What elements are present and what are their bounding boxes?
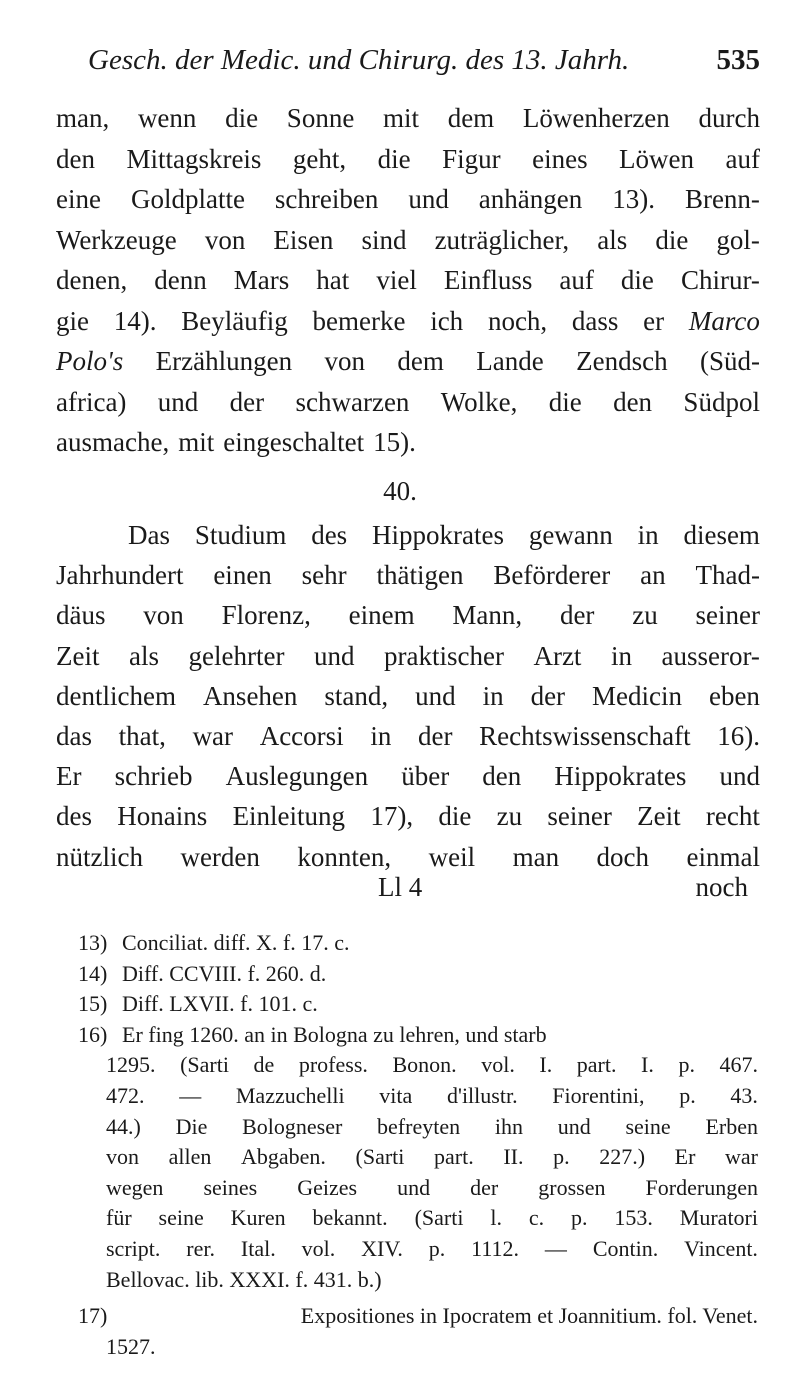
word: Abgaben. [240,1144,326,1170]
text-line [56,260,760,301]
word: sind [361,224,407,255]
footnote-number: 15) [78,991,108,1017]
word: Chirur- [680,265,760,295]
word: einen [213,560,272,591]
footnote-text-line [78,1203,758,1234]
word: — [544,1235,567,1261]
word: Ansehen [202,680,298,711]
word: p. [678,1052,695,1078]
word: von [204,224,246,255]
word: Zeit [637,801,681,832]
word: konnten, [297,841,392,872]
word: 153. [614,1205,653,1231]
word: Beyläufig [181,305,288,336]
footnote-number: 14) [78,960,108,986]
word: Marco [688,305,760,336]
word: und [719,761,760,792]
word: gie [56,305,89,336]
footnote-text-line: Bellovac. lib. XXXI. f. 431. b.) [106,1266,382,1292]
word: Rechtswissenschaft [479,720,691,751]
word: Kuren [230,1205,286,1231]
word: den [482,761,522,792]
word: anhängen [478,184,583,214]
word: praktischer [383,640,504,671]
text-line [56,139,760,180]
word: c. [528,1205,545,1231]
word: I. [539,1052,553,1078]
word: vita [379,1082,413,1108]
signature-mark: Ll 4 [378,872,423,902]
word: (Sarti [355,1144,405,1170]
word: viel [376,265,417,295]
word: (Sarti [180,1052,229,1078]
word: 43. [730,1082,758,1108]
word: Thad- [695,560,760,591]
text-line [56,837,760,877]
word: dem [447,103,495,133]
word: denen, [56,265,128,295]
word: von [324,346,365,376]
word: Erzählungen [155,346,293,376]
word: I. [641,1052,654,1078]
word: ausseror- [661,640,760,671]
word: Mann, [452,600,523,631]
word: Werkzeuge [56,224,177,255]
word: seiner [547,801,612,832]
word: Erben [705,1113,758,1139]
word: Einfluss [443,265,533,295]
word: part. [576,1052,617,1078]
word: den [613,386,653,417]
word: noch, [487,305,548,336]
word: die [438,801,472,832]
word: 472. [106,1082,145,1108]
footnote-16 [78,1020,758,1051]
word: 227.) [599,1144,646,1170]
word: Auslegungen [225,761,369,792]
footnote-17 [78,1295,758,1332]
word: (Süd- [700,346,760,376]
word: mit [178,427,215,457]
word: wenn [137,103,197,133]
word: Brenn- [684,184,760,214]
word: Löwen [619,143,695,174]
word: grossen [538,1174,606,1200]
word: Er [674,1144,696,1170]
word: gol- [716,224,760,255]
word: 1295. [106,1052,156,1078]
word: hat [316,265,350,295]
word: schreiben [274,184,379,214]
word: gewann [528,520,613,550]
word: in [482,680,504,711]
footnote-text-line [78,1050,758,1081]
word: über [401,761,450,792]
word: eingeschaltet [223,427,365,457]
word: die [655,224,689,255]
word: recht [705,801,760,832]
word: des [56,801,92,832]
word: Er [56,761,82,792]
word: l. [490,1205,502,1231]
word: Hippokrates [372,520,504,550]
word: doch [596,841,650,872]
word: p. [553,1144,570,1170]
word: von [106,1144,139,1170]
word: der [418,720,453,751]
text-line [56,796,760,836]
footnote-text-line [78,1173,758,1204]
text-line [56,382,760,423]
word: (Sarti [414,1205,464,1231]
footnote-number: 16) [78,1021,108,1047]
word: eines [532,143,588,174]
word: als [597,224,628,255]
text-line [56,555,760,595]
word: den [56,143,95,174]
word: Goldplatte [130,184,245,214]
word: war [192,720,234,751]
word: part. [434,1144,474,1170]
word: zu [496,801,523,832]
word: bemerke [312,305,406,336]
word: Hippokrates [554,761,687,792]
word: d'illustr. [446,1082,518,1108]
word: für [106,1205,132,1231]
word: vol. [481,1052,515,1078]
word: der [229,386,265,417]
word: weil [428,841,476,872]
word: Südpol [683,386,760,417]
word: Polo's [56,346,124,376]
word: Forderungen [645,1174,758,1200]
footnotes [78,928,758,1362]
word: p. [679,1082,696,1108]
word: 467. [719,1052,758,1078]
word: der [559,600,595,631]
paragraph-2 [56,515,760,877]
word: p. [428,1235,446,1261]
word: man, [56,103,110,133]
word: mit [382,103,419,133]
footnote-text-line [78,1142,758,1173]
word: durch [698,103,760,133]
text-line [56,179,760,220]
word: schrieb [114,761,193,792]
footnote-text: Expositiones in Ipocratem et Joannitium. fol. Venet. [300,1303,758,1329]
word: Florenz, [221,600,311,631]
word: thätigen [376,560,464,591]
footnote-text-line [78,1081,758,1112]
running-title: Gesch. der Medic. und Chirurg. des 13. Jahrh. [88,44,630,76]
word: das [56,720,92,751]
word: vol. [301,1235,336,1261]
word: des [311,520,348,550]
word: und [408,184,449,214]
word: nützlich [56,841,143,872]
word: Ital. [240,1235,276,1261]
footnote-ref-15: 15). [373,427,416,457]
word: und [313,640,355,671]
word: Fiorentini, [552,1082,645,1108]
word: dass [571,305,619,336]
word: ausmache, [56,427,170,457]
word: p. [571,1205,588,1231]
footnote-text-line: 1527. [106,1333,156,1359]
word: that, [118,720,166,751]
word: rer. [186,1235,215,1261]
paragraph-1 [56,98,760,463]
word: Accorsi [259,720,344,751]
word: zuträglicher, [434,224,570,255]
footnote-text: Diff. LXVII. f. 101. c. [122,991,318,1017]
word: Lande [476,346,544,376]
catchword: noch [695,872,748,902]
word: dem [397,346,444,376]
word: einmal [686,841,760,872]
word: als [129,640,159,671]
text-line [56,716,760,756]
word: Medicin [592,680,682,711]
text-line [56,422,760,463]
word: Muratori [679,1205,758,1231]
word: Vincent. [684,1235,758,1261]
word: Bologneser [242,1113,343,1139]
footnote-text-line [78,1234,758,1265]
word: war [725,1144,758,1170]
word: eben [708,680,760,711]
text-line [56,676,760,716]
word: Mittagskreis [126,143,262,174]
word: die [377,143,411,174]
word: der [470,1174,499,1200]
word: und [415,680,456,711]
word: befreyten [377,1113,461,1139]
word: script. [106,1235,161,1261]
word: stand, [324,680,389,711]
section-number: 40. [383,476,417,506]
word: eine [56,184,101,214]
word: Einleitung [232,801,346,832]
word: und [397,1174,431,1200]
word: Wolke, [440,386,518,417]
page-number: 535 [716,44,760,76]
word: Zeit [56,640,100,671]
word: der [530,680,566,711]
word: einem [348,600,415,631]
word: wegen [106,1174,164,1200]
text-line [56,341,760,382]
footnote-number: 13) [78,930,108,955]
word: Bonon. [392,1052,457,1078]
word: an [640,560,666,591]
text-line [56,756,760,796]
word: auf [559,265,594,295]
word: zu [632,600,658,631]
word: die [620,265,654,295]
word: er [643,305,665,336]
word: 44.) [106,1113,141,1139]
word: man [512,841,560,872]
word: ihn [494,1113,523,1139]
word: Figur [442,143,501,174]
word: Arzt [533,640,582,671]
word: Beförderer [493,560,611,591]
footnote-text-line [78,1112,758,1143]
footnote-14 [78,959,758,990]
word: bekannt. [312,1205,388,1231]
word: Jahrhundert [56,560,184,591]
footnote-text: Diff. CCVIII. f. 260. d. [122,960,327,986]
word: 16). [717,720,760,751]
word: Mars [233,265,290,295]
word: seiner [695,600,760,631]
word: und [157,386,199,417]
word: de [253,1052,275,1078]
footnote-text: Conciliat. diff. X. f. 17. c. [122,930,350,955]
word: 1112. [471,1235,520,1261]
word: seines [203,1174,258,1200]
word: diesem [683,520,760,550]
word: Löwenherzen [522,103,670,133]
word: profess. [298,1052,368,1078]
word: däus [56,600,106,631]
word: geht, [292,143,347,174]
word: XIV. [361,1235,403,1261]
footnote-15 [78,989,758,1020]
word: schwarzen [295,386,410,417]
word: allen [168,1144,212,1170]
word: Die [175,1113,208,1139]
footnote-13 [78,928,758,959]
running-header [88,44,760,84]
text-line [56,636,760,676]
text-line [56,220,760,261]
word: werden [180,841,260,872]
word: denn [154,265,207,295]
footnote-ref-13: 13). [612,184,655,214]
word: sehr [301,560,347,591]
footnote-number: 17) [78,1303,108,1329]
text-line [56,98,760,139]
word: Eisen [273,224,334,255]
text-line [56,595,760,635]
word: die [225,103,259,133]
word: in [370,720,392,751]
footnote-ref-14: 14). [113,305,157,336]
word: Sonne [286,103,355,133]
word: und [557,1113,591,1139]
word: africa) [56,386,127,417]
word: Honains [117,801,208,832]
word: Das [128,520,170,550]
word: auf [725,143,760,174]
footnote-text: Er fing 1260. an in Bologna zu lehren, und starb [122,1021,547,1047]
word: Zendsch [576,346,668,376]
word: 17), [370,801,414,832]
text-line [56,301,760,342]
word: II. [503,1144,524,1170]
word: Contin. [592,1235,659,1261]
word: Geizes [297,1174,358,1200]
word: in [610,640,632,671]
word: Mazzuchelli [235,1082,345,1108]
word: die [548,386,582,417]
word: — [179,1082,202,1108]
word: ich [430,305,464,336]
word: seine [625,1113,671,1139]
word: dentlichem [56,680,176,711]
word: gelehrter [188,640,285,671]
text-line [56,515,760,555]
word: Studium [194,520,287,550]
word: in [637,520,659,550]
word: seine [158,1205,204,1231]
word: von [143,600,184,631]
